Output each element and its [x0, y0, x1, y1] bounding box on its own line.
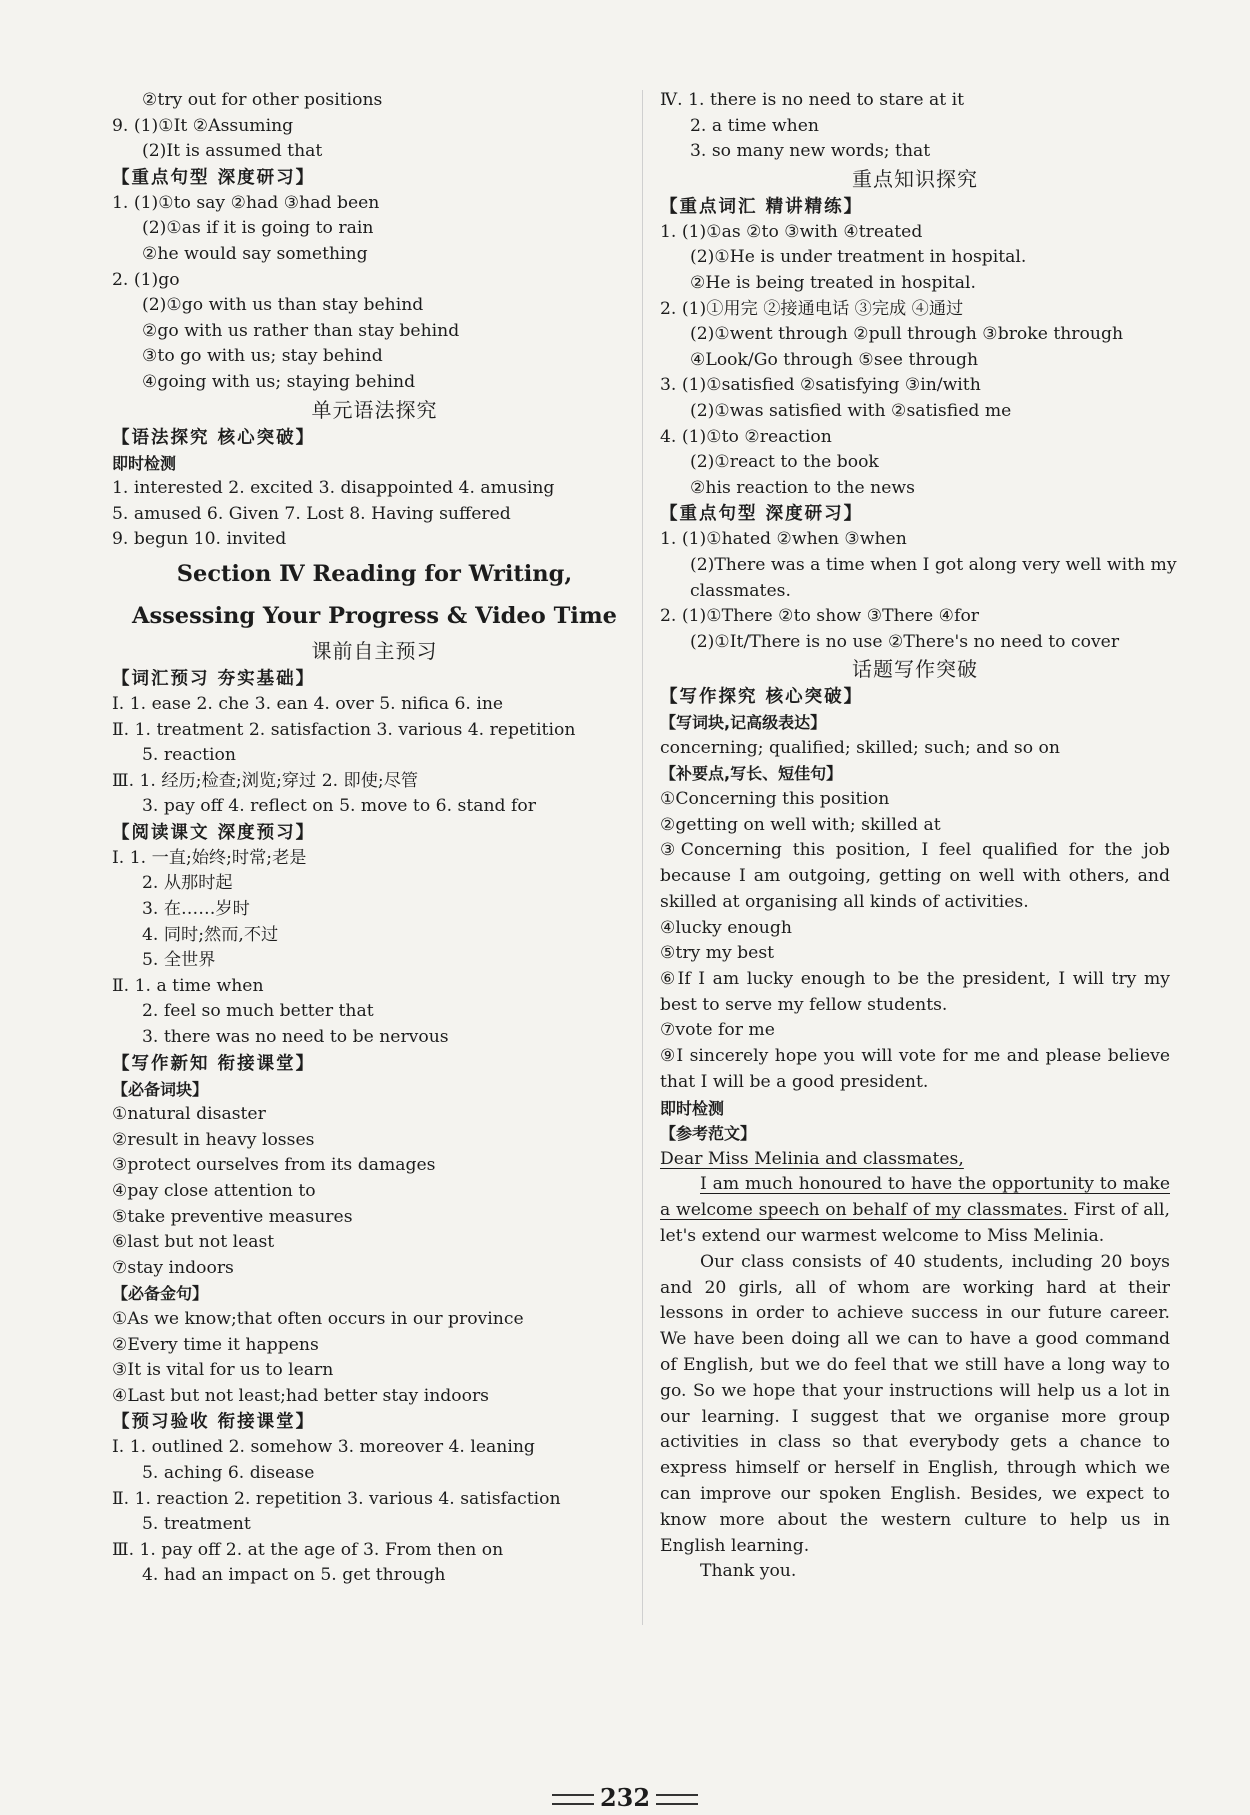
answer-line: ①As we know;that often occurs in our province — [112, 1308, 524, 1329]
answer-line: ⑦vote for me — [660, 1020, 775, 1041]
answer-line: 5. aching 6. disease — [142, 1462, 315, 1483]
answer-line: (2)①as if it is going to rain — [142, 218, 374, 239]
footer-ornament-left — [552, 1794, 594, 1805]
answer-line: concerning; qualified; skilled; such; and so on — [660, 737, 1060, 758]
letter-salutation: Dear Miss Melinia and classmates, — [660, 1148, 964, 1169]
answer-line: ⑤take preventive measures — [112, 1206, 353, 1227]
answer-line: ⑦stay indoors — [112, 1257, 234, 1278]
answer-line: 1. (1)①hated ②when ③when — [660, 529, 907, 550]
answer-line: 4. 同时;然而,不过 — [142, 924, 279, 945]
answer-line: 5. amused 6. Given 7. Lost 8. Having suffered — [112, 503, 511, 524]
answer-line: ③to go with us; stay behind — [142, 346, 383, 367]
answer-line: ⑤try my best — [660, 943, 775, 964]
answer-line: (2)It is assumed that — [142, 141, 323, 162]
section-header: 【语法探究 核心突破】 — [112, 427, 316, 448]
letter-paragraph — [660, 1250, 1170, 1560]
answer-line: Ⅱ. 1. treatment 2. satisfaction 3. various 4. repetition — [112, 719, 576, 740]
answer-line: ④Last but not least;had better stay indoors — [112, 1385, 489, 1406]
letter-paragraph — [660, 1559, 1170, 1585]
paragraph-text: Thank you. — [700, 1561, 797, 1582]
part-title: 话题写作突破 — [852, 657, 978, 682]
part-title: 单元语法探究 — [311, 397, 438, 422]
answer-line: 2. a time when — [690, 115, 819, 136]
subsection-label: 即时检测 — [660, 1098, 725, 1118]
answer-line: ⑥last but not least — [112, 1232, 275, 1253]
answer-line: 2. feel so much better that — [142, 1001, 374, 1022]
answer-line: ④pay close attention to — [112, 1181, 316, 1201]
answer-line: 4. had an impact on 5. get through — [142, 1565, 446, 1586]
answer-line: 4. (1)①to ②reaction — [660, 426, 832, 447]
answer-line: 2. 从那时起 — [142, 873, 233, 894]
subsection-label: 【写词块,记高级表达】 — [660, 713, 827, 733]
answer-line: Ⅱ. 1. a time when — [112, 975, 264, 996]
subsection-label: 即时检测 — [112, 453, 177, 473]
answer-line: Ⅲ. 1. pay off 2. at the age of 3. From then on — [112, 1539, 504, 1560]
answer-line: (2)①It/There is no use ②There's no need to cover — [690, 631, 1120, 652]
answer-line: ②try out for other positions — [142, 90, 383, 110]
answer-line: ③It is vital for us to learn — [112, 1360, 334, 1381]
answer-line: 3. there was no need to be nervous — [142, 1027, 449, 1048]
answer-line: ②he would say something — [142, 243, 368, 264]
answer-line: Ⅱ. 1. reaction 2. repetition 3. various 4. satisfaction — [112, 1488, 561, 1509]
page-number: 232 — [599, 1783, 651, 1812]
subsection-label: 【参考范文】 — [660, 1124, 757, 1144]
footer-ornament-right — [656, 1794, 698, 1805]
answer-line: 3. pay off 4. reflect on 5. move to 6. stand for — [142, 796, 536, 817]
answer-line: 2. (1)go — [112, 269, 180, 290]
answer-line: 3. so many new words; that — [690, 141, 931, 162]
answer-line: (2)①He is under treatment in hospital. — [690, 247, 1027, 268]
answer-line: ①Concerning this position — [660, 789, 890, 810]
answer-line: Ⅰ. 1. outlined 2. somehow 3. moreover 4. leaning — [112, 1437, 535, 1458]
answer-line: ④going with us; staying behind — [142, 371, 416, 392]
section-title: Section Ⅳ Reading for Writing, — [176, 560, 573, 587]
underlined-text: I am much honoured to have the opportunity to make a welcome speech on behalf of my classmates. — [660, 1174, 1170, 1221]
answer-line: 5. treatment — [142, 1514, 251, 1535]
answer-line: ④lucky enough — [660, 917, 792, 938]
answer-line: 1. (1)①to say ②had ③had been — [112, 192, 380, 213]
answer-paragraph: ⑨I sincerely hope you will vote for me and please believe that I will be a good president. — [660, 1046, 1170, 1092]
section-title: Assessing Your Progress & Video Time — [132, 602, 617, 629]
section-header: 【重点句型 深度研习】 — [660, 504, 864, 525]
answer-line: ②his reaction to the news — [690, 477, 915, 498]
answer-line: ②result in heavy losses — [112, 1129, 315, 1150]
answer-line: 2. (1)①用完 ②接通电话 ③完成 ④通过 — [660, 298, 964, 319]
answer-line: (2)①went through ②pull through ③broke through — [690, 324, 1124, 345]
section-header: 【词汇预习 夯实基础】 — [112, 668, 316, 689]
answer-line: 3. (1)①satisfied ②satisfying ③in/with — [660, 375, 981, 396]
answer-paragraph: ③Concerning this position, I feel qualified for the job because I am outgoing, getting on well with others, and skilled at organising all kinds of activities. — [660, 840, 1170, 912]
answer-line: 1. (1)①as ②to ③with ④treated — [660, 221, 923, 242]
answer-line: ③protect ourselves from its damages — [112, 1155, 436, 1176]
answer-line: 2. (1)①There ②to show ③There ④for — [660, 606, 980, 627]
answer-line: 9. begun 10. invited — [112, 529, 287, 550]
answer-line: Ⅰ. 1. 一直;始终;时常;老是 — [112, 847, 307, 868]
answer-line: Ⅰ. 1. ease 2. che 3. ean 4. over 5. nifica 6. ine — [112, 693, 504, 714]
section-header: 【重点词汇 精讲精练】 — [660, 196, 864, 217]
answer-line: Ⅲ. 1. 经历;检查;浏览;穿过 2. 即使;尽管 — [112, 770, 419, 791]
answer-line: 5. 全世界 — [142, 950, 216, 971]
section-header: 【写作探究 核心突破】 — [660, 687, 864, 708]
answer-line: 3. 在……岁时 — [142, 899, 250, 920]
answer-line: (2)There was a time when I got along very well with my — [690, 554, 1177, 575]
answer-line: ④Look/Go through ⑤see through — [690, 349, 979, 370]
left-column — [112, 88, 637, 1589]
answer-line: ②Every time it happens — [112, 1334, 319, 1355]
answer-line: 1. interested 2. excited 3. disappointed 4. amusing — [112, 478, 555, 499]
letter-paragraph — [660, 1172, 1170, 1249]
part-title: 课前自主预习 — [311, 638, 438, 663]
subsection-label: 【必备词块】 — [112, 1079, 209, 1099]
paragraph-text: Our class consists of 40 students, including 20 boys and 20 girls, all of whom are working hard at their lessons in order to achieve success in our future career. We have been doing all we can to have a good command of English, but we do feel that we still have a long way to go. So we hope that your instructions will help us a lot in our learning. I suggest that we organise more group activities in class so that everybody gets a chance to express himself or herself in English, through which we can improve our spoken English. Besides, we expect to know more about the western culture to help us in English learning. — [660, 1251, 1170, 1556]
part-title: 重点知识探究 — [852, 166, 978, 191]
answer-paragraph: ⑥If I am lucky enough to be the president, I will try my best to serve my fellow students. — [660, 968, 1170, 1015]
answer-line: Ⅳ. 1. there is no need to stare at it — [660, 90, 965, 110]
answer-line: ②go with us rather than stay behind — [142, 320, 460, 341]
paragraph-text: First of all, let's extend our warmest welcome to Miss Melinia. — [660, 1200, 1171, 1246]
answer-line: (2)①react to the book — [690, 452, 879, 473]
section-header: 【阅读课文 深度预习】 — [112, 822, 316, 843]
column-divider — [642, 90, 643, 1625]
answer-line: ②getting on well with; skilled at — [660, 814, 941, 835]
answer-line: 5. reaction — [142, 745, 236, 766]
answer-line: 9. (1)①It ②Assuming — [112, 115, 294, 136]
answer-line: (2)①was satisfied with ②satisfied me — [690, 400, 1012, 421]
answer-line: (2)①go with us than stay behind — [142, 295, 424, 316]
section-header: 【预习验收 衔接课堂】 — [112, 1412, 316, 1433]
answer-line: ①natural disaster — [112, 1104, 266, 1125]
subsection-label: 【补要点,写长、短佳句】 — [660, 764, 843, 784]
section-header: 【写作新知 衔接课堂】 — [112, 1053, 316, 1074]
subsection-label: 【必备金句】 — [112, 1284, 209, 1304]
answer-line: classmates. — [690, 580, 791, 601]
section-header: 【重点句型 深度研习】 — [112, 167, 316, 188]
answer-line: ②He is being treated in hospital. — [690, 272, 976, 293]
page-number-footer — [0, 1783, 1250, 1813]
right-column — [660, 88, 1177, 1585]
